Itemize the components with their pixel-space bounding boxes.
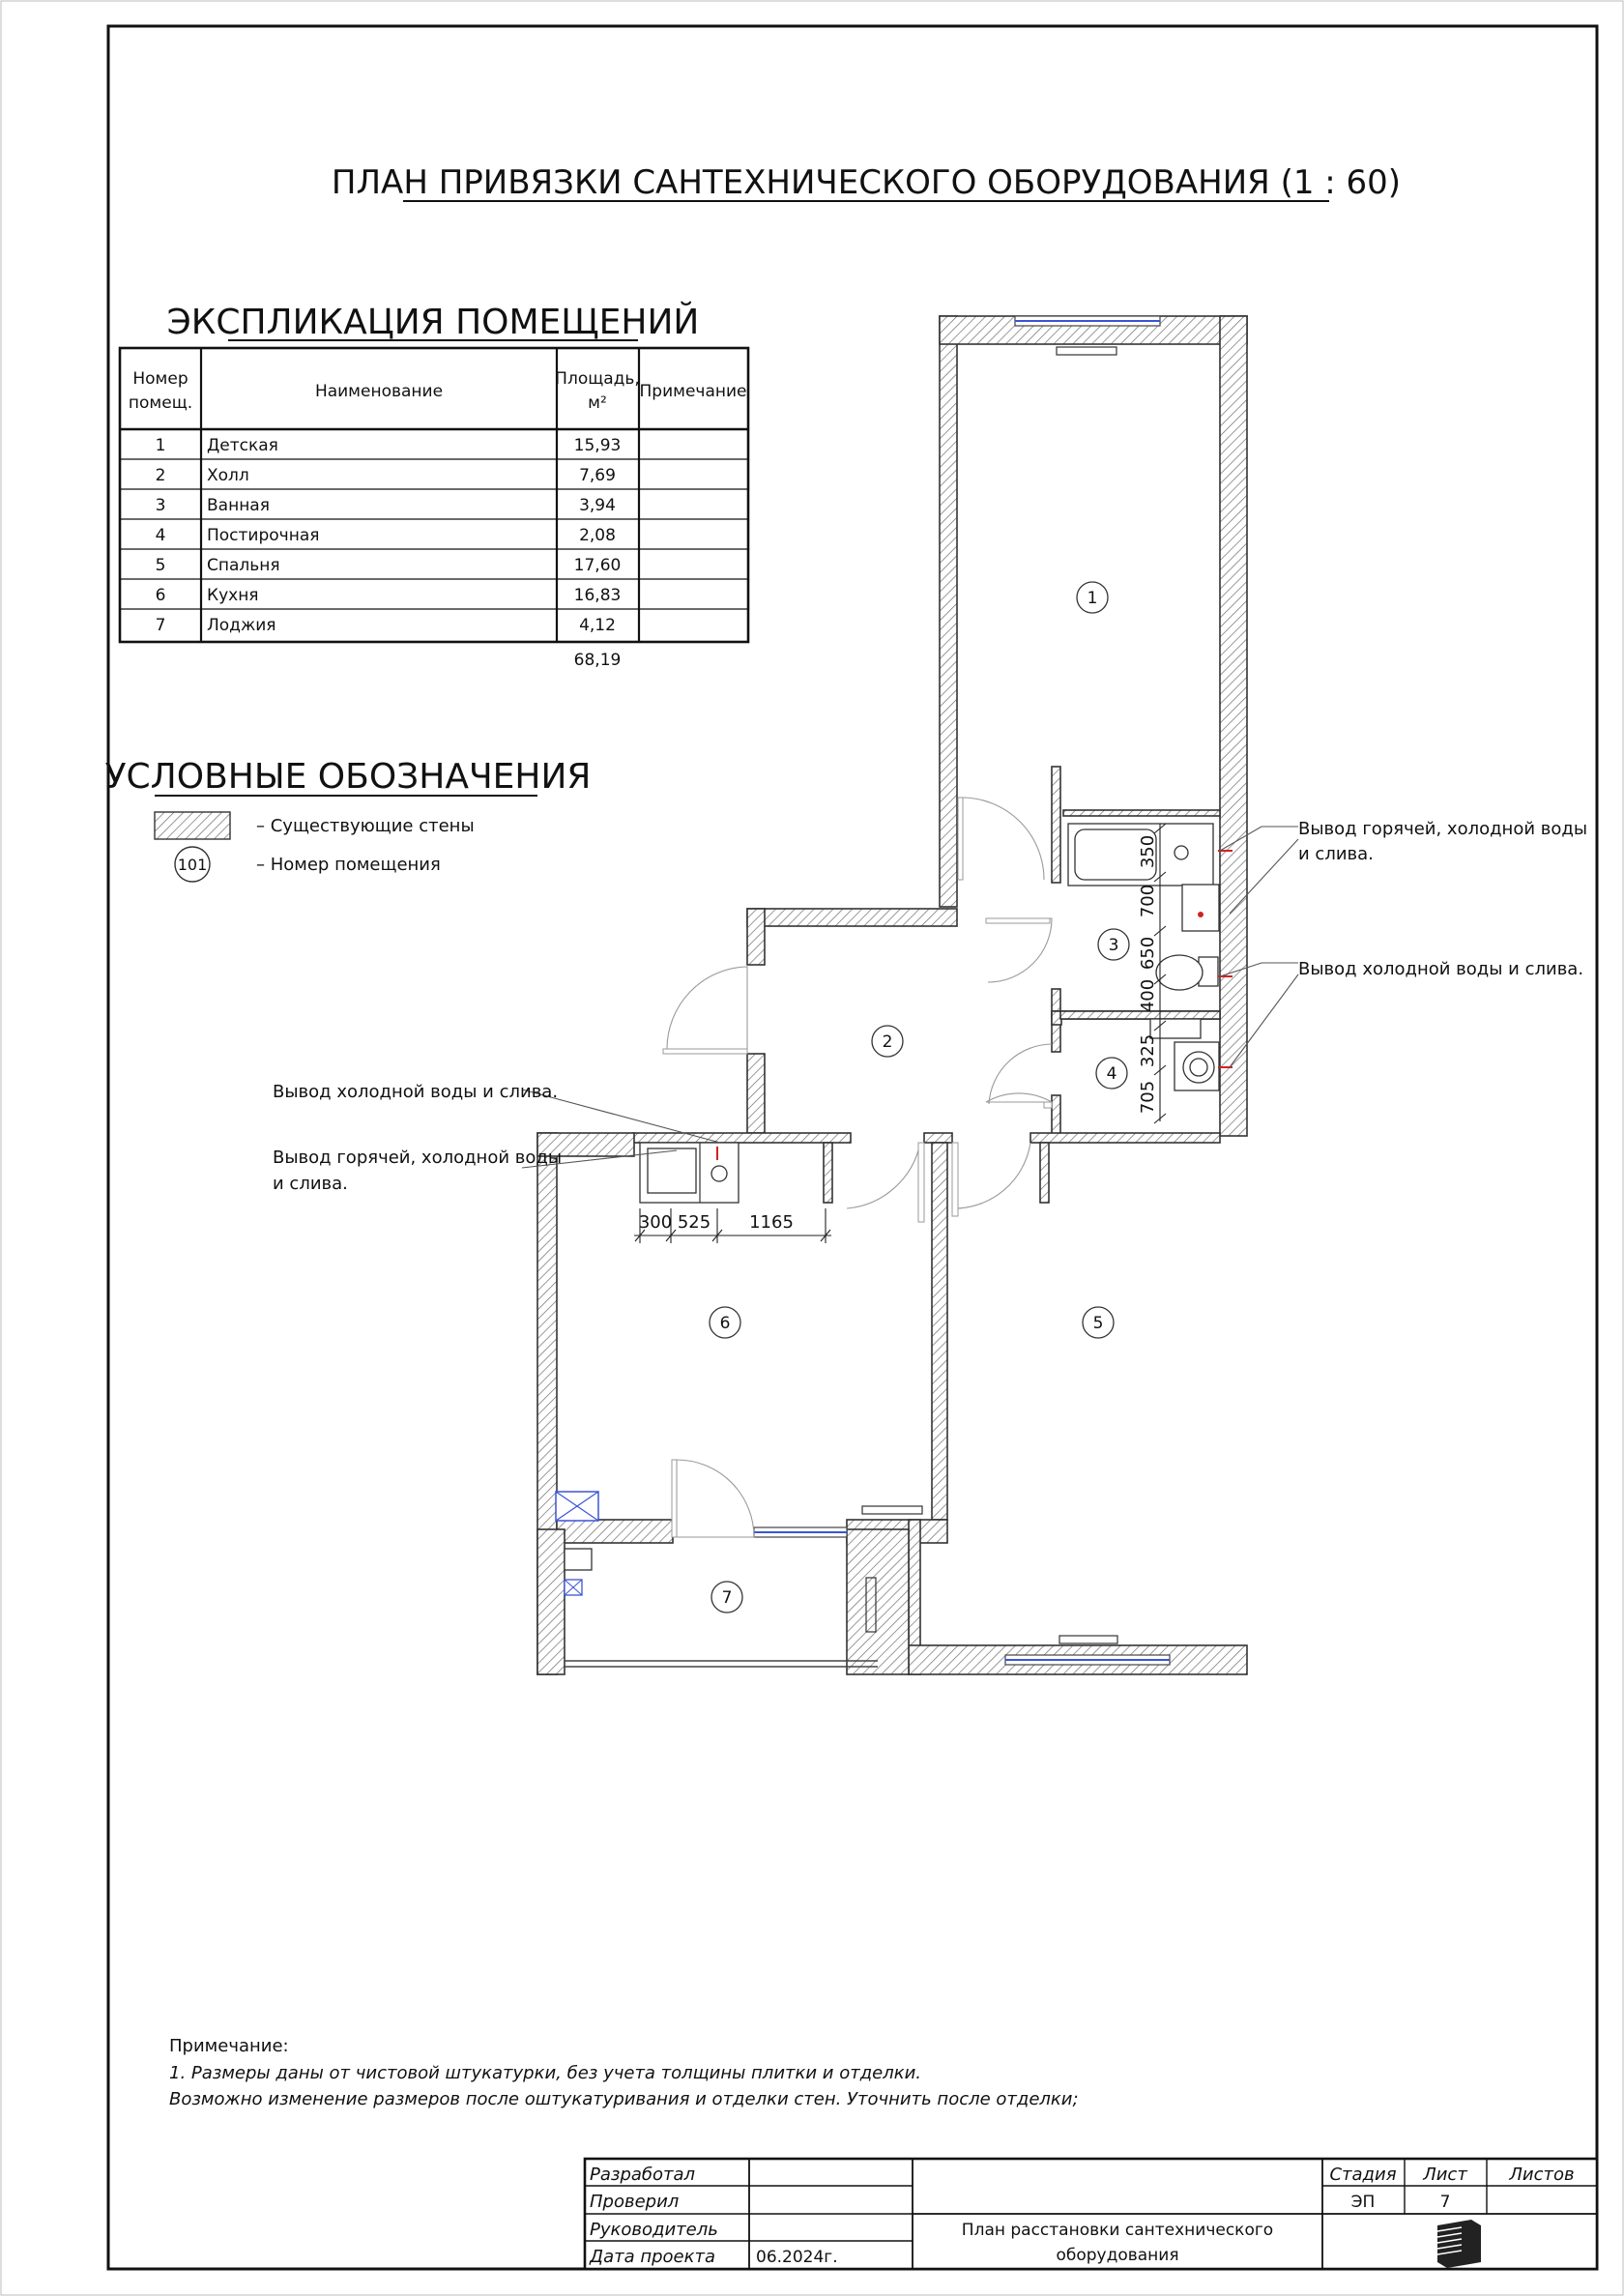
- bath-dim-705: 705: [1138, 1080, 1158, 1115]
- tb-stage-label: Стадия: [1329, 2165, 1397, 2185]
- kitchen-hot-annotation-line2: и слива.: [273, 1174, 348, 1194]
- row-area: 3,94: [579, 496, 616, 515]
- table-row: [156, 586, 622, 605]
- row-number: 6: [155, 586, 166, 605]
- row-name: Детская: [207, 436, 278, 455]
- tb-developed: Разработал: [590, 2165, 696, 2185]
- legend-walls-label: – Существующие стены: [256, 816, 475, 836]
- tb-project-date-label: Дата проекта: [590, 2247, 715, 2267]
- room-bubble-label: 2: [882, 1032, 893, 1052]
- company-logo-icon: [1437, 2220, 1481, 2268]
- bath-hot-annotation-line2: и слива.: [1298, 844, 1374, 864]
- notes-heading: Примечание:: [169, 2036, 289, 2056]
- tb-sheet-label: Лист: [1423, 2165, 1467, 2185]
- tb-checked: Проверил: [590, 2192, 680, 2212]
- kitchen-dim-300: 300: [638, 1212, 673, 1233]
- row-name: Постирочная: [207, 526, 320, 545]
- room-number-6: [710, 1307, 740, 1338]
- room-number-7: [711, 1582, 742, 1613]
- kitchen-dim-1165: 1165: [749, 1212, 794, 1233]
- legend-room-label: – Номер помещения: [256, 855, 441, 875]
- table-row: [156, 556, 622, 575]
- bath-cold-annotation: Вывод холодной воды и слива.: [1298, 959, 1584, 979]
- explication-total: 68,19: [573, 651, 622, 670]
- tb-project-date: 06.2024г.: [756, 2248, 838, 2267]
- room-bubble-label: 1: [1087, 589, 1098, 608]
- table-row: [156, 526, 616, 545]
- room-number-2: [872, 1026, 903, 1057]
- header-number-line1: Номер: [132, 369, 188, 389]
- tb-sheets-label: Листов: [1509, 2165, 1575, 2185]
- row-area: 4,12: [579, 616, 616, 635]
- kitchen-cold-annotation: Вывод холодной воды и слива.: [273, 1082, 559, 1102]
- paper-border: [1, 1, 1623, 2295]
- row-number: 7: [155, 616, 166, 635]
- tb-head: Руководитель: [590, 2220, 718, 2240]
- room-number-4: [1096, 1058, 1127, 1089]
- row-name: Лоджия: [207, 616, 276, 635]
- row-area: 15,93: [573, 436, 622, 455]
- room-bubble-label: 4: [1106, 1064, 1117, 1084]
- bath-hot-annotation-line1: Вывод горячей, холодной воды: [1298, 819, 1588, 839]
- bath-dim-325: 325: [1138, 1033, 1158, 1068]
- table-row: [156, 466, 616, 485]
- row-name: Кухня: [207, 586, 259, 605]
- row-area: 7,69: [579, 466, 616, 485]
- kitchen-hot-annotation-line1: Вывод горячей, холодной воды: [273, 1148, 563, 1168]
- bath-dim-400: 400: [1138, 978, 1158, 1013]
- row-area: 2,08: [579, 526, 616, 545]
- table-row: [156, 436, 622, 455]
- row-name: Ванная: [207, 496, 270, 515]
- explication-title: ЭКСПЛИКАЦИЯ ПОМЕЩЕНИЙ: [166, 303, 700, 342]
- tb-sheet-title-line1: План расстановки сантехнического: [961, 2221, 1274, 2240]
- legend-title: УСЛОВНЫЕ ОБОЗНАЧЕНИЯ: [104, 757, 592, 797]
- room-bubble-label: 5: [1092, 1314, 1104, 1333]
- tb-sheet-title-line2: оборудования: [1056, 2246, 1179, 2265]
- header-area-line1: Площадь,: [555, 369, 640, 389]
- room-bubble-label: 7: [721, 1588, 733, 1608]
- row-name: Холл: [207, 466, 249, 485]
- kitchen-dim-525: 525: [677, 1212, 711, 1233]
- tb-sheet: 7: [1439, 2193, 1451, 2212]
- room-number-5: [1083, 1307, 1114, 1338]
- legend-room-sample: 101: [177, 856, 208, 874]
- row-area: 16,83: [573, 586, 622, 605]
- room-number-1: [1077, 582, 1108, 613]
- notes-line1: 1. Размеры даны от чистовой штукатурки, без учета толщины плитки и отделки.: [169, 2063, 922, 2083]
- row-number: 3: [155, 496, 166, 515]
- bath-dim-350: 350: [1138, 834, 1158, 869]
- bath-dim-650: 650: [1138, 936, 1158, 971]
- row-number: 4: [155, 526, 166, 545]
- row-area: 17,60: [573, 556, 622, 575]
- drawing-title: ПЛАН ПРИВЯЗКИ САНТЕХНИЧЕСКОГО ОБОРУДОВАНИЯ (1 : 60): [331, 163, 1402, 202]
- header-area-line2: м²: [588, 393, 607, 413]
- notes-line2: Возможно изменение размеров после оштукатуривания и отделки стен. Уточнить после отделки;: [169, 2089, 1079, 2109]
- row-name: Спальня: [207, 556, 280, 575]
- room-bubble-label: 3: [1108, 936, 1119, 955]
- row-number: 2: [155, 466, 166, 485]
- title-block: [585, 2159, 1597, 2269]
- tb-stage: ЭП: [1350, 2193, 1376, 2212]
- header-note: Примечание: [639, 382, 747, 401]
- row-number: 5: [155, 556, 166, 575]
- bath-dim-700: 700: [1138, 884, 1158, 918]
- header-name: Наименование: [314, 382, 444, 401]
- room-bubble-label: 6: [719, 1314, 731, 1333]
- table-row: [156, 496, 616, 515]
- legend-wall-swatch: [155, 812, 230, 839]
- table-row: [156, 616, 616, 635]
- room-number-3: [1098, 929, 1129, 960]
- explication-table: [120, 348, 748, 642]
- row-number: 1: [155, 436, 166, 455]
- header-number-line2: помещ.: [128, 393, 193, 413]
